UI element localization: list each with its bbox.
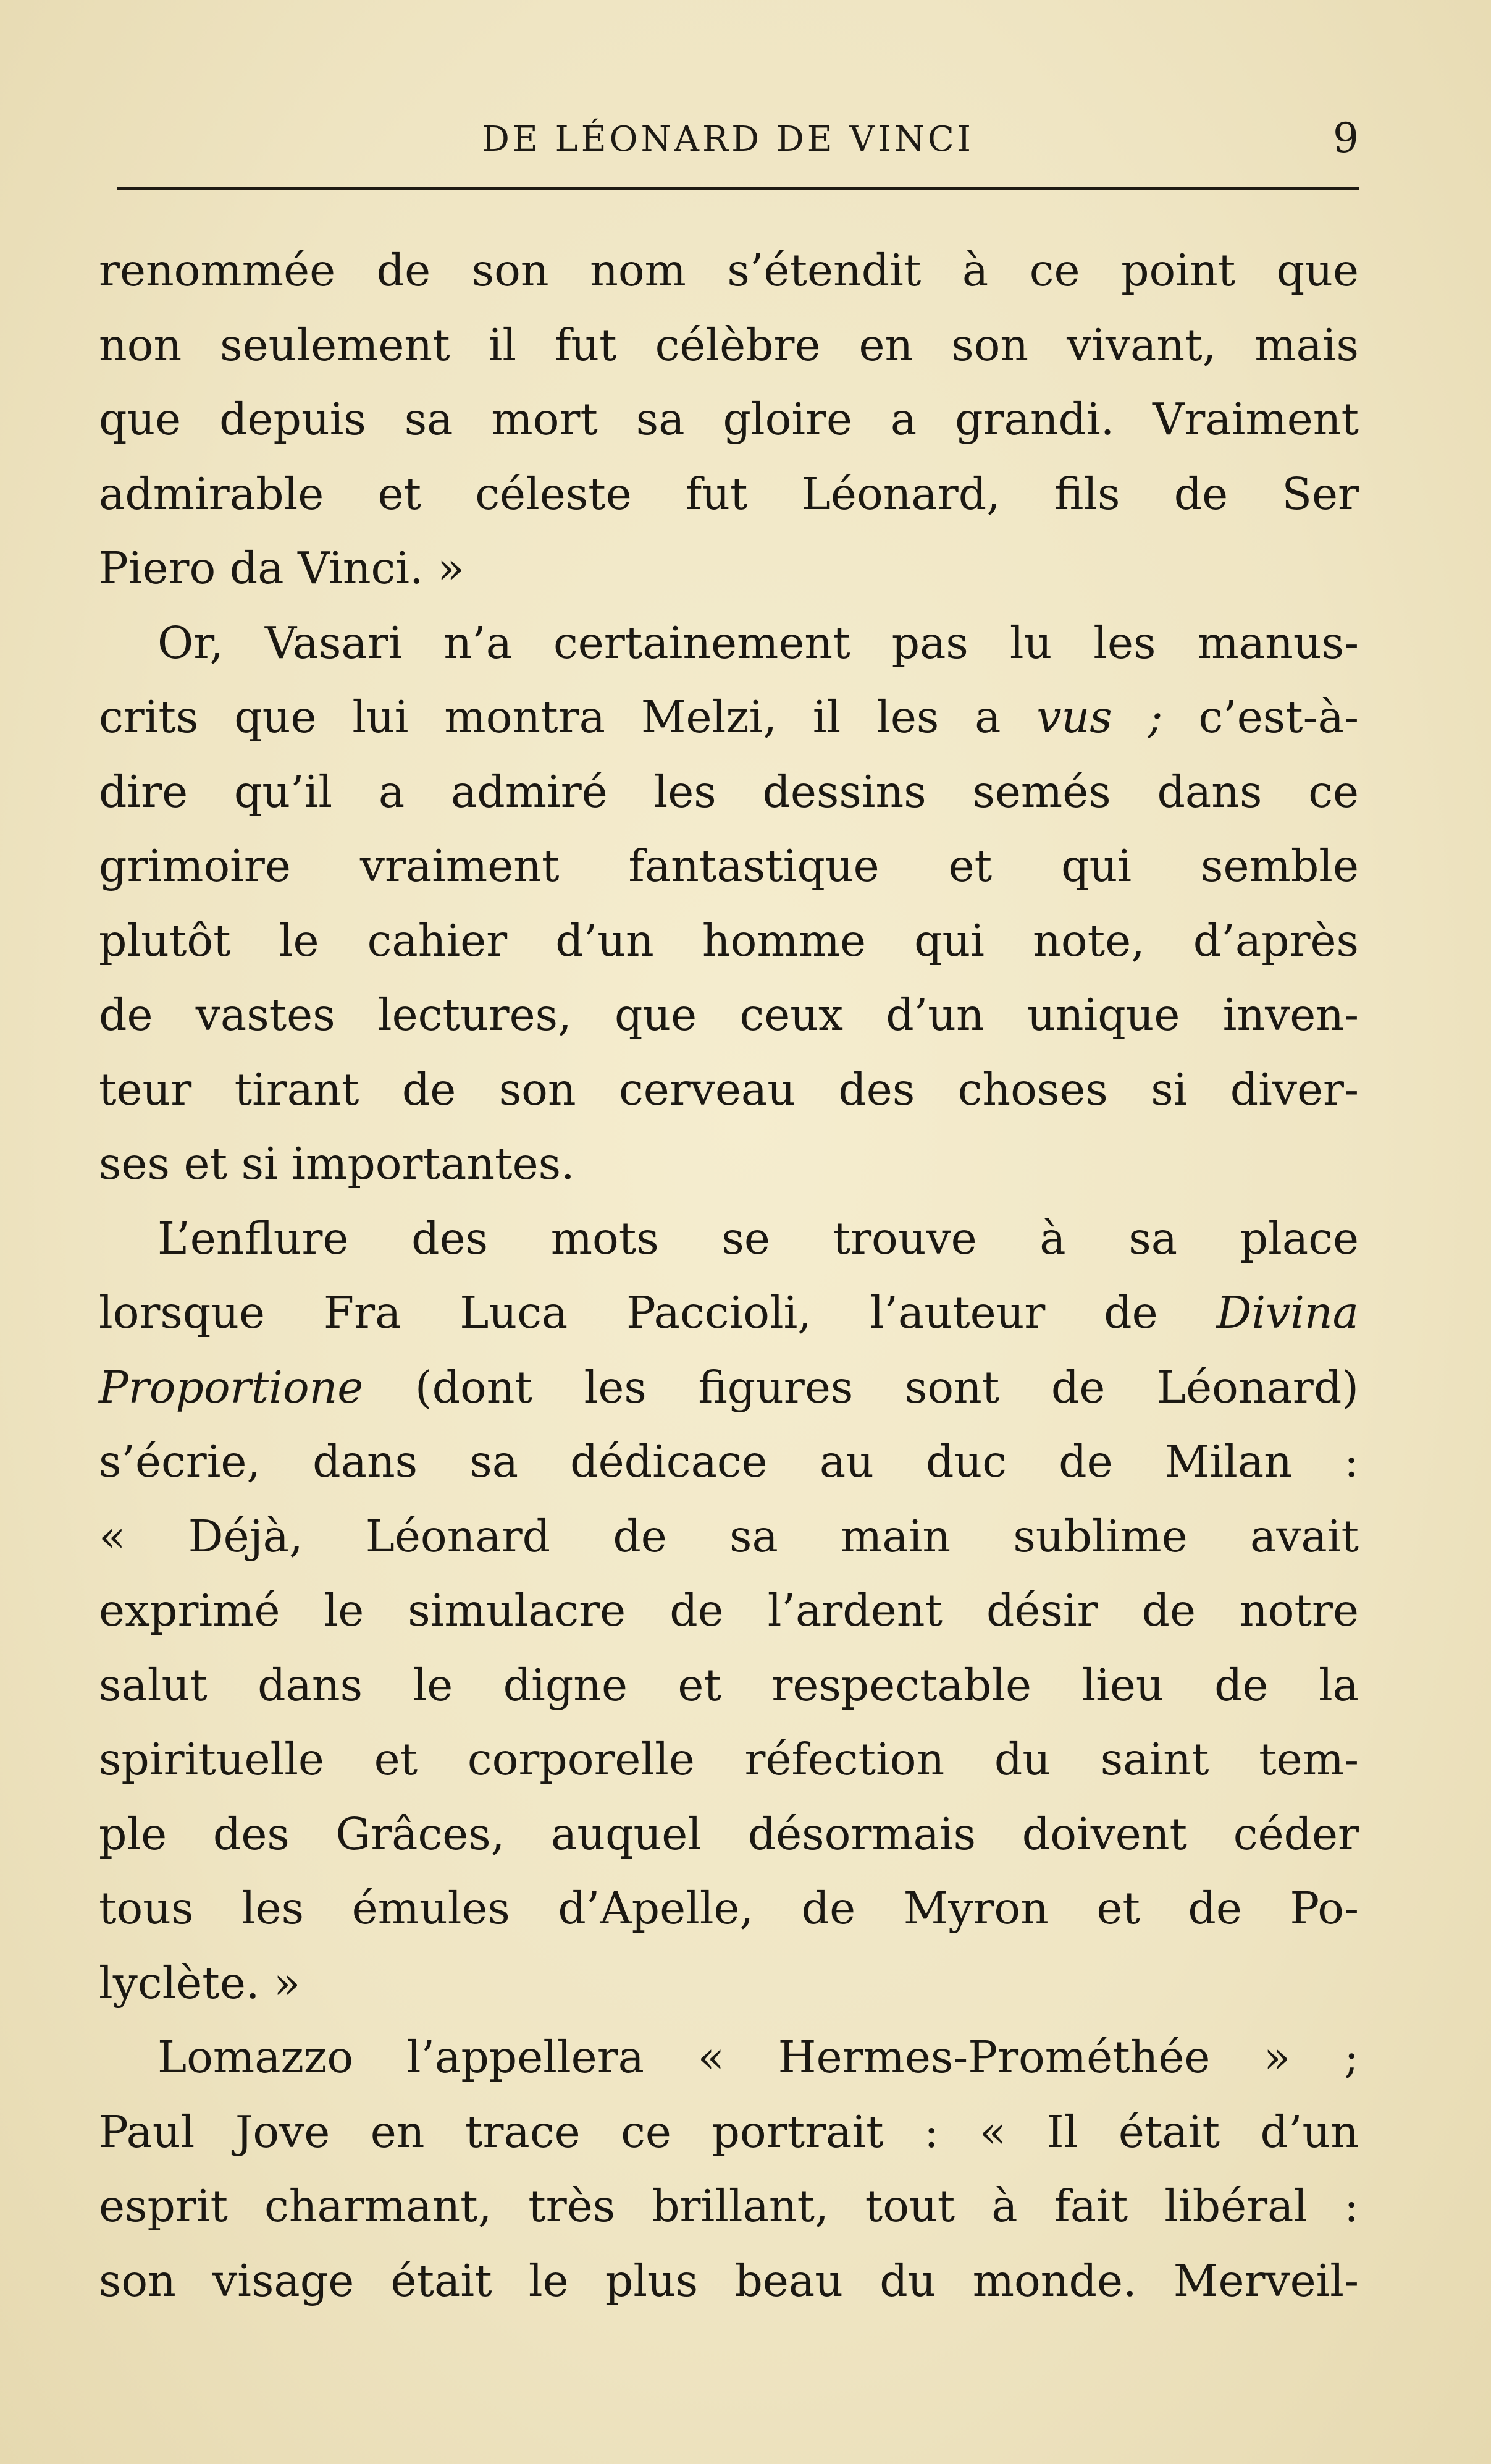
paragraph-start-line: L’enflure des mots se trouve à sa place [158,1212,1359,1264]
text-line: ple des Grâces, auquel désormais doivent céder [99,1808,1359,1860]
text-line: Paul Jove en trace ce portrait : « Il était d’un [99,2106,1359,2158]
body-text [99,234,1359,2318]
italic-title: Proportione [99,1361,364,1413]
text-line: admirable et céleste fut Léonard, fils de Ser [99,468,1359,520]
header-rule [117,187,1359,190]
text-line: son visage était le plus beau du monde. Merveil- [99,2255,1359,2306]
text-line: lyclète. » [99,1957,301,2009]
text-line: exprimé le simulacre de l’ardent désir de notre [99,1585,1359,1636]
text-line: spirituelle et corporelle réfection du saint tem- [99,1734,1359,1785]
text-line [99,1276,1359,1351]
text-line [99,680,1359,755]
text-line: « Déjà, Léonard de sa main sublime avait [99,1510,1359,1562]
running-title: DE LÉONARD DE VINCI [482,119,974,159]
text-line: esprit charmant, très brillant, tout à fait libéral : [99,2180,1359,2232]
page-header [99,114,1359,170]
paragraph-start-line: Lomazzo l’appellera « Hermes-Prométhée » ; [158,2032,1359,2083]
text-line: que depuis sa mort sa gloire a grandi. Vraiment [99,394,1359,445]
text-fragment: lorsque Fra Luca Paccioli, l’auteur de [99,1287,1217,1338]
text-line: teur tirant de son cerveau des choses si diver- [99,1063,1359,1115]
italic-word: vus ; [1036,691,1163,743]
text-line: non seulement il fut célèbre en son vivant, mais [99,319,1359,371]
text-fragment: c’est-à- [1162,691,1359,743]
text-line: ses et si importantes. [99,1138,575,1189]
text-fragment: (dont les figures sont de Léonard) [363,1361,1359,1413]
text-line: salut dans le digne et respectable lieu de la [99,1659,1359,1711]
text-line: grimoire vraiment fantastique et qui semble [99,840,1359,892]
text-line: de vastes lectures, que ceux d’un unique inven- [99,989,1359,1040]
text-line: s’écrie, dans sa dédicace au duc de Milan : [99,1436,1359,1487]
page-number: 9 [1333,114,1359,162]
paragraph-start-line: Or, Vasari n’a certainement pas lu les manus- [158,617,1359,669]
italic-title: Divina [1216,1287,1359,1338]
text-line: renommée de son nom s’étendit à ce point que [99,245,1359,296]
text-line: Piero da Vinci. » [99,542,464,594]
text-line: plutôt le cahier d’un homme qui note, d’après [99,914,1359,966]
text-line [99,1351,1359,1425]
text-fragment: crits que lui montra Melzi, il les a [99,691,1037,743]
text-line: tous les émules d’Apelle, de Myron et de Po- [99,1883,1359,1934]
text-line: dire qu’il a admiré les dessins semés dans ce [99,766,1359,817]
